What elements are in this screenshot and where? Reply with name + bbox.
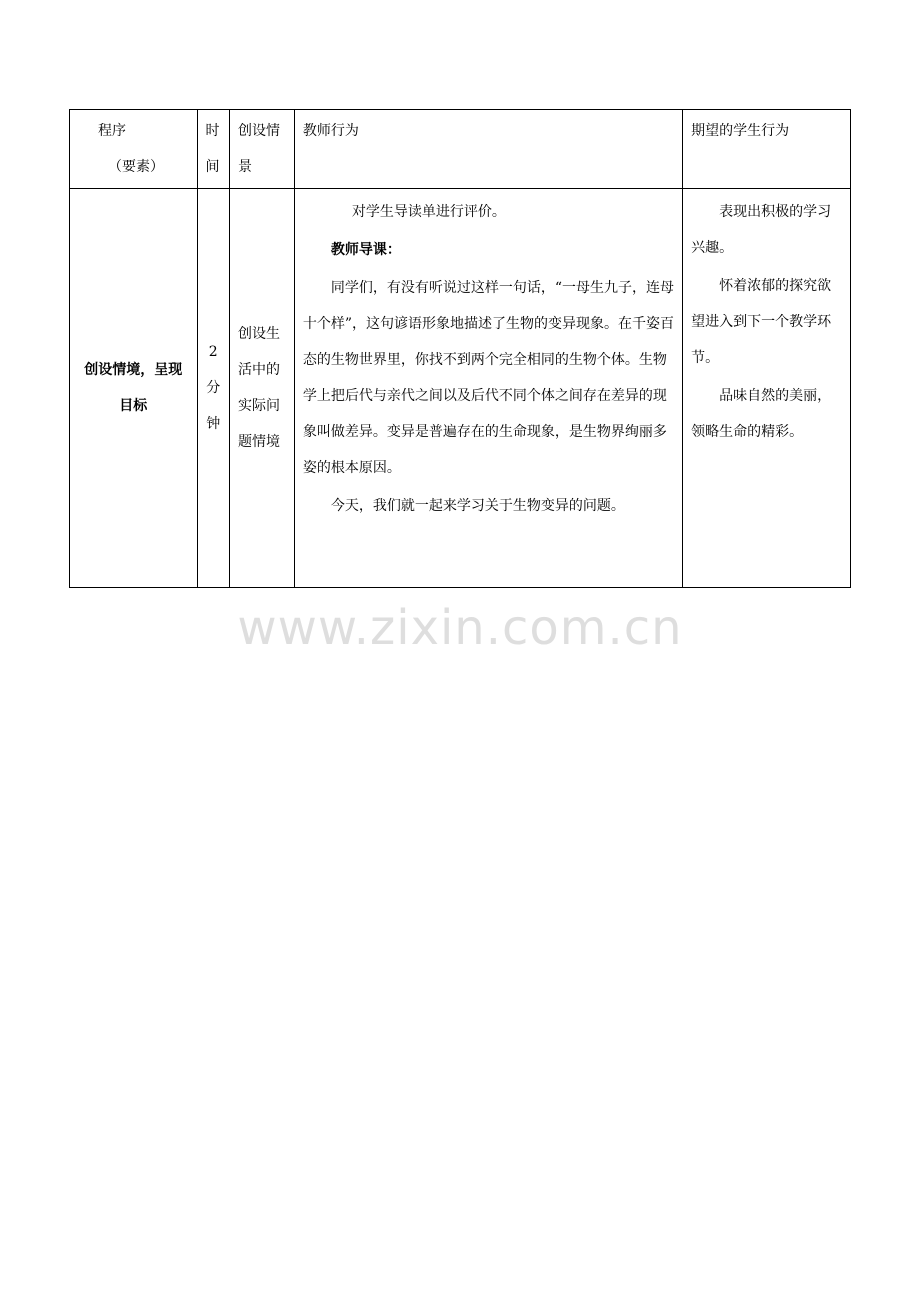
header-row: [70, 110, 851, 189]
watermark: www.zixin.com.cn: [237, 600, 683, 656]
header-scenario: 创设情景: [229, 110, 294, 189]
header-procedure: [70, 110, 198, 189]
teacher-paragraph-today: 今天，我们就一起来学习关于生物变异的问题。: [330, 498, 625, 514]
teacher-paragraph-heading: 教师导课：: [330, 242, 401, 258]
lesson-plan-table: [69, 109, 851, 588]
row-student-behavior: [683, 189, 851, 588]
teacher-paragraph-intro: 同学们，有没有听说过这样一句话，“一母生九子，连母十个样”，这句谚语形象地描述了生物的变异现象。在千姿百态的生物世界里，你找不到两个完全相同的生物个体。生物学上把后代与亲代之间以及后代不同个体之间存在差异的现象叫做差异。变异是普遍存在的生命现象，是生物界绚丽多姿的根本原因。: [302, 280, 675, 476]
table-row: [70, 189, 851, 588]
header-procedure-line1: 程序: [98, 123, 126, 139]
student-paragraph-appreciation: 品味自然的美丽，领略生命的精彩。: [691, 388, 832, 440]
header-procedure-line2: （要素）: [108, 159, 164, 175]
row-procedure: 创设情境，呈现目标: [70, 189, 198, 588]
student-paragraph-interest: 表现出积极的学习兴趣。: [691, 204, 832, 256]
student-paragraph-curiosity: 怀着浓郁的探究欲望进入到下一个教学环节。: [691, 278, 832, 366]
teacher-paragraph-evaluation: 对学生导读单进行评价。: [351, 204, 506, 220]
row-time: 2分钟: [197, 189, 229, 588]
header-time: 时间: [197, 110, 229, 189]
header-student-behavior: 期望的学生行为: [683, 110, 851, 189]
row-scenario: 创设生活中的实际问题情境: [229, 189, 294, 588]
row-teacher-behavior: [294, 189, 682, 588]
header-teacher-behavior: 教师行为: [294, 110, 682, 189]
